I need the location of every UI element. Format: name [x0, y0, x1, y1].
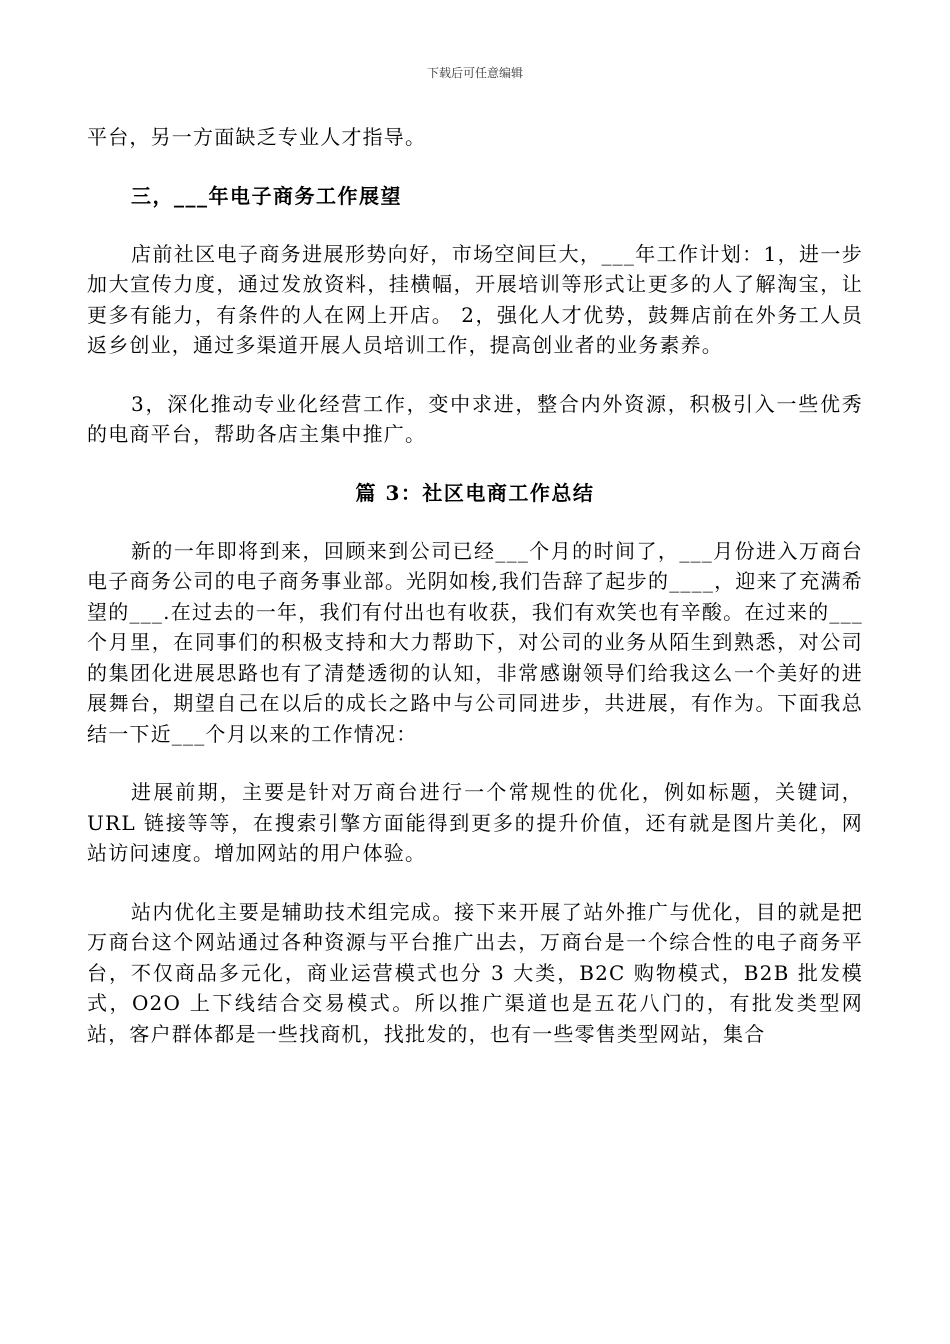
paragraph-continuation: 平台，另一方面缺乏专业人才指导。 — [87, 125, 427, 149]
paragraph-review: 新的一年即将到来，回顾来到公司已经___个月的时间了，___月份进入万商台电子商务公司的电子商务事业部。光阴如梭,我们告辞了起步的____，迎来了充满希望的___.在过去的一年，我们有付出也有收获，我们有欢笑也有辛酸。在过来的___个月里，在同事们的积极支持和大力帮助下，对公司的业务从陌生到熟悉，对公司的集团化进展思路也有了清楚透彻的认知，非常感谢领导们给我这么一个美好的进展舞台，期望自己在以后的成长之路中与公司同进步，共进展，有作为。下面我总结一下近___个月以来的工作情况： — [87, 538, 863, 746]
page-header: 下载后可任意编辑 — [426, 66, 523, 80]
paragraph-deepen-operations: 3，深化推动专业化经营工作，变中求进，整合内外资源，积极引入一些优秀的电商平台，帮助各店主集中推广。 — [87, 391, 863, 446]
document-body — [87, 122, 863, 1049]
section-heading-outlook: 三，___年电子商务工作展望 — [131, 183, 402, 208]
article-title: 篇 3：社区电商工作总结 — [355, 480, 595, 505]
paragraph-site-optimization: 站内优化主要是辅助技术组完成。接下来开展了站外推广与优化，目的就是把万商台这个网站通过各种资源与平台推广出去，万商台是一个综合性的电子商务平台，不仅商品多元化，商业运营模式也分 3 大类，B2C 购物模式，B2B 批发模式，O2O 上下线结合交易模式。所以推广渠道也是五花八门的，有批发类型网站，客户群体都是一些找商机，找批发的，也有一些零售类型网站，集合 — [87, 899, 863, 1046]
paragraph-early-stage: 进展前期，主要是针对万商台进行一个常规性的优化，例如标题，关键词，URL 链接等等，在搜索引擎方面能得到更多的提升价值，还有就是图片美化，网站访问速度。增加网站的用户体验。 — [87, 780, 863, 865]
paragraph-work-plan: 店前社区电子商务进展形势向好，市场空间巨大，___年工作计划：1，进一步加大宣传力度，通过发放资料，挂横幅，开展培训等形式让更多的人了解淘宝，让更多有能力，有条件的人在网上开店。 2，强化人才优势，鼓舞店前在外务工人员返乡创业，通过多渠道开展人员培训工作，提高创业者的业务素养。 — [87, 241, 863, 357]
